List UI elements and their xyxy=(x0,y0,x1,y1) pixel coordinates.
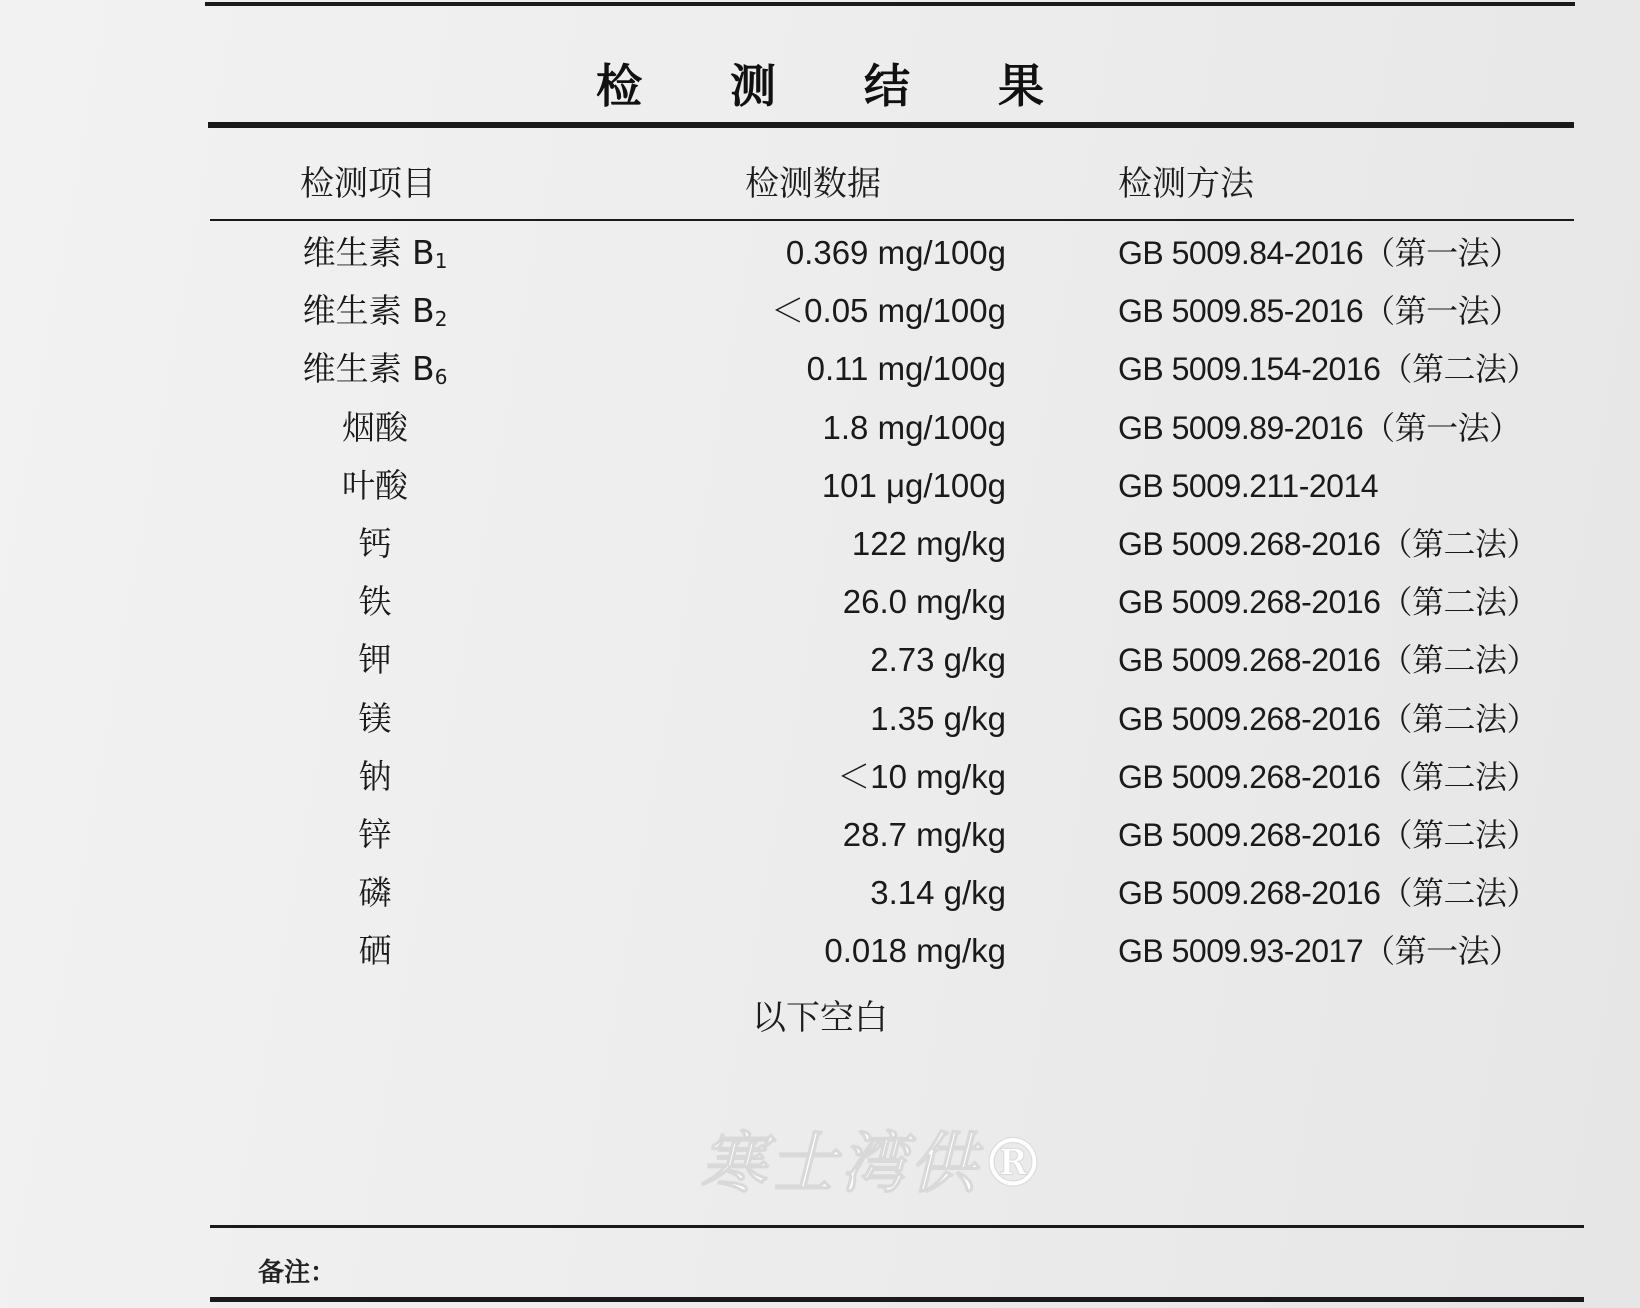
cell-item xyxy=(270,573,480,631)
cell-method: GB 5009.268-2016（第二法） xyxy=(1118,758,1538,795)
cell-method: GB 5009.268-2016（第二法） xyxy=(1118,642,1538,679)
table-row xyxy=(0,340,1640,398)
watermark-logo xyxy=(700,1118,1080,1208)
cell-item xyxy=(270,282,480,348)
cell-item-label: 钾 xyxy=(358,640,392,680)
cell-method: GB 5009.268-2016（第二法） xyxy=(1118,817,1538,853)
report-title: 检 测 结 果 xyxy=(595,59,1081,113)
table-row xyxy=(0,806,1640,864)
cell-item-label: 烟酸 xyxy=(342,407,408,447)
table-row xyxy=(0,690,1640,748)
cell-item-label: 钠 xyxy=(358,756,392,796)
cell-item-subscript: 6 xyxy=(434,365,448,390)
cell-method: GB 5009.268-2016（第二法） xyxy=(1118,526,1538,562)
cell-item-label: 铁 xyxy=(358,582,392,622)
cell-item xyxy=(270,748,480,806)
footer-top-rule xyxy=(210,1225,1584,1228)
column-header-method: 检测方法 xyxy=(1118,164,1254,204)
cell-data: 1.8 mg/100g xyxy=(822,408,1006,446)
cell-data: 122 mg/kg xyxy=(851,525,1006,562)
cell-item xyxy=(270,515,480,573)
cell-item-label: 叶酸 xyxy=(342,465,408,505)
cell-item-subscript: 1 xyxy=(434,249,448,273)
cell-data: ＜10 mg/kg xyxy=(837,757,1006,795)
cell-item-label: 硒 xyxy=(358,931,392,971)
cell-data: 1.35 g/kg xyxy=(870,699,1006,737)
table-row xyxy=(0,457,1640,515)
cell-data: 26.0 mg/kg xyxy=(842,583,1006,621)
cell-item xyxy=(270,690,480,748)
cell-method: GB 5009.85-2016（第一法） xyxy=(1118,293,1521,330)
cell-data: 0.11 mg/100g xyxy=(806,350,1006,388)
cell-item-label: 镁 xyxy=(358,698,392,738)
cell-method: GB 5009.268-2016（第二法） xyxy=(1118,875,1538,912)
cell-data: 0.018 mg/kg xyxy=(824,932,1006,970)
table-row xyxy=(0,864,1640,922)
cell-data: 3.14 g/kg xyxy=(870,874,1006,912)
cell-method: GB 5009.154-2016（第二法） xyxy=(1118,351,1538,388)
table-row xyxy=(0,282,1640,340)
table-row xyxy=(0,748,1640,806)
column-header-item: 检测项目 xyxy=(300,164,436,204)
table-row xyxy=(0,224,1640,282)
cell-method: GB 5009.268-2016（第二法） xyxy=(1118,700,1538,737)
blank-below-note: 以下空白 xyxy=(752,998,888,1038)
cell-data: ＜0.05 mg/100g xyxy=(771,292,1006,330)
cell-item xyxy=(270,806,480,864)
cell-item xyxy=(270,224,480,290)
cell-item xyxy=(270,631,480,689)
cell-item xyxy=(270,922,480,980)
cell-item-label: 维生素 B xyxy=(302,291,435,331)
table-row xyxy=(0,515,1640,573)
table-row xyxy=(0,922,1640,980)
cell-item-label: 锌 xyxy=(358,815,392,854)
column-header-data: 检测数据 xyxy=(745,164,881,204)
cell-item-subscript: 2 xyxy=(434,307,448,332)
cell-data: 101 μg/100g xyxy=(821,466,1006,504)
cell-method: GB 5009.89-2016（第一法） xyxy=(1118,409,1521,446)
cell-data: 0.369 mg/100g xyxy=(785,234,1006,271)
cell-item-label: 磷 xyxy=(358,873,392,913)
cell-item-label: 维生素 B xyxy=(302,233,435,272)
cell-data: 28.7 mg/kg xyxy=(842,816,1006,853)
cell-data: 2.73 g/kg xyxy=(870,641,1006,679)
footer-bottom-rule xyxy=(210,1297,1584,1302)
cell-item xyxy=(270,864,480,922)
table-row xyxy=(0,573,1640,631)
cell-item xyxy=(270,399,480,457)
watermark-text: 寒士湾供® xyxy=(700,1124,1050,1202)
table-row xyxy=(0,631,1640,689)
table-row xyxy=(0,399,1640,457)
cell-method: GB 5009.268-2016（第二法） xyxy=(1118,584,1538,621)
cell-item xyxy=(270,340,480,406)
cell-item-label: 维生素 B xyxy=(302,349,435,389)
cell-method: GB 5009.93-2017（第一法） xyxy=(1118,933,1521,970)
cell-item-label: 钙 xyxy=(358,524,392,563)
cell-method: GB 5009.84-2016（第一法） xyxy=(1118,235,1521,271)
remark-label: 备注： xyxy=(258,1258,337,1288)
cell-method: GB 5009.211-2014 xyxy=(1118,467,1379,504)
cell-item xyxy=(270,457,480,515)
